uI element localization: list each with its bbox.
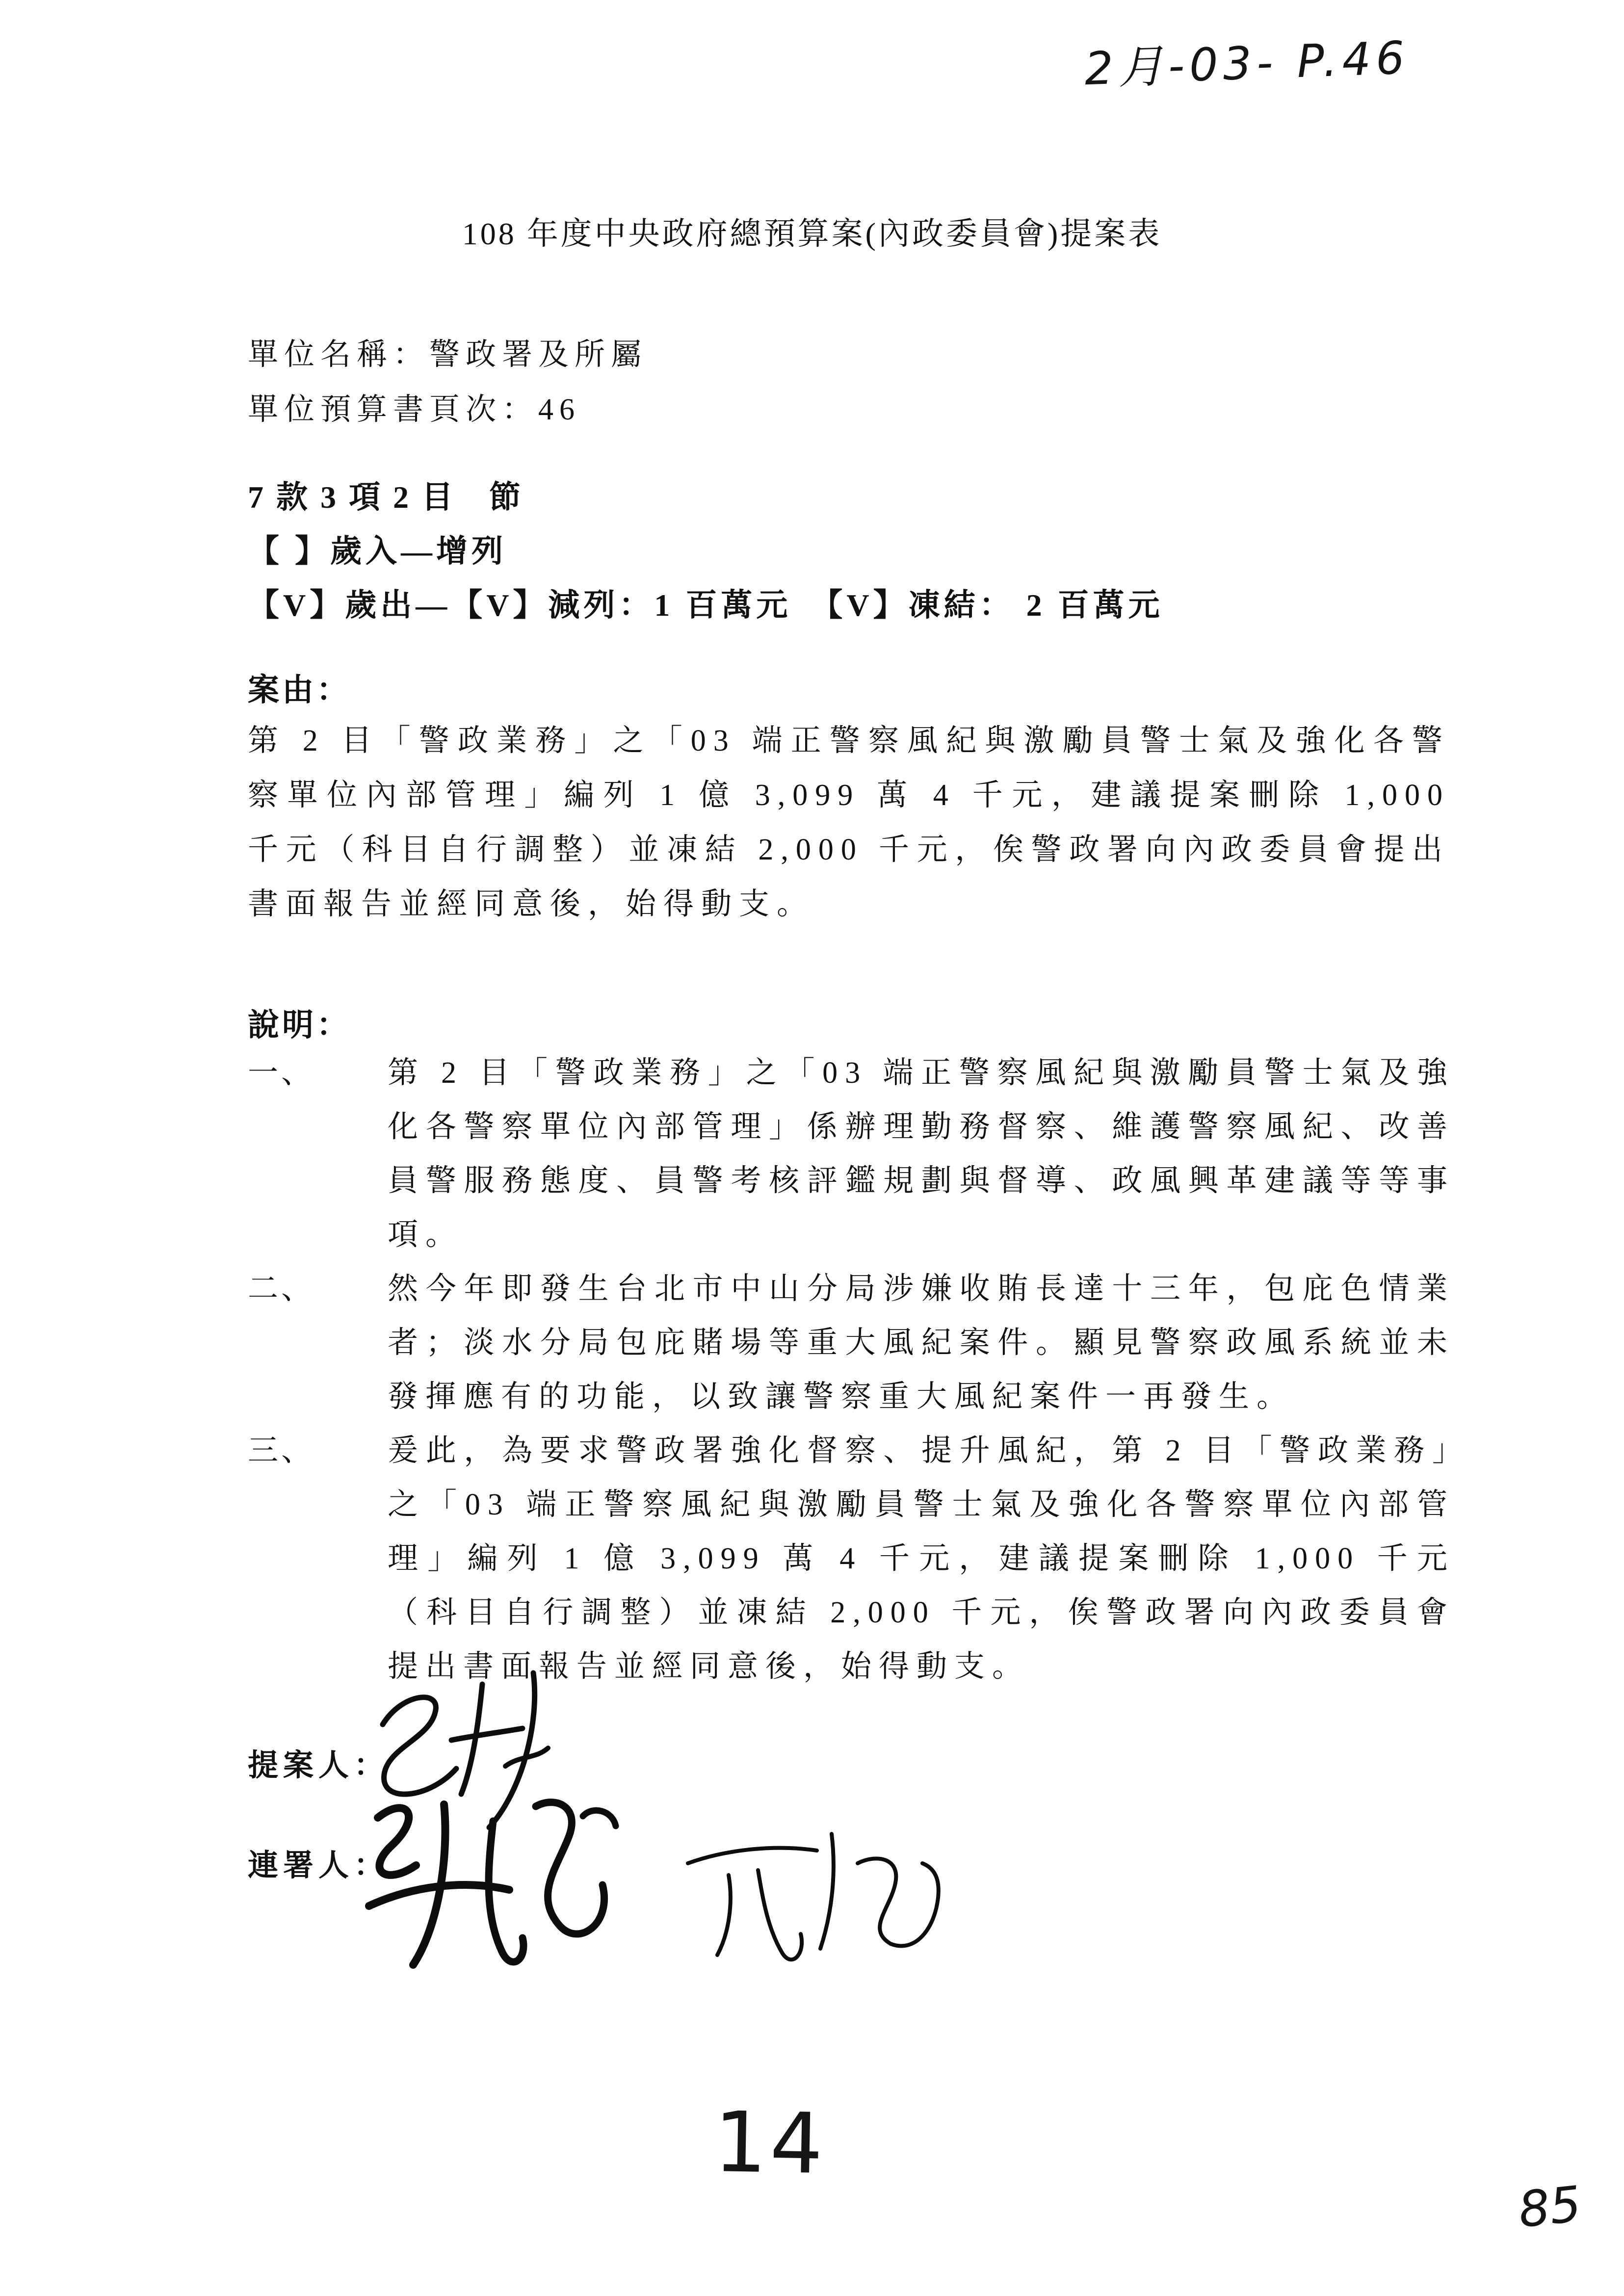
explanation-item-number: 二、 <box>248 1272 315 1305</box>
cosigner-signature-2 <box>667 1805 952 1972</box>
explanation-item-text: 然今年即發生台北市中山分局涉嫌收賄長達十三年，包庇色情業者；淡水分局包庇賭場等重大風紀案件。顯見警察政風系統並未發揮應有的功能，以致讓警察重大風紀案件一再發生。 <box>388 1272 1455 1413</box>
explanation-item-text: 爰此，為要求警政署強化督察、提升風紀，第 2 目「警政業務」之「03 端正警察風紀與激勵員警士氣及強化各警察單位內部管理」編列 1 億 3,099 萬 4 千元，建議提案刪除 1,000 千元（科目自行調整）並凍結 2,000 千元，俟警政署向內政委員會提出書面報告並經同意後，始得動支。 <box>388 1434 1455 1683</box>
explanation-header: 說明： <box>248 1008 351 1043</box>
explanation-item-text: 第 2 目「警政業務」之「03 端正警察風紀與激勵員警士氣及強化各警察單位內部管理」係辦理勤務督察、維護警察風紀、改善員警服務態度、員警考核評鑑規劃與督導、政風興革建議等等事項。 <box>388 1056 1455 1252</box>
explanation-item-3 <box>248 1424 1455 1694</box>
case-subject-header: 案由： <box>248 673 351 707</box>
document-title: 108 年度中央政府總預算案(內政委員會)提案表 <box>462 216 1162 251</box>
cosigner-signature-1 <box>343 1776 648 1987</box>
handwritten-filing-note: 2月-03- P.46 <box>1083 31 1411 96</box>
explanation-item-number: 三、 <box>248 1434 315 1467</box>
proposer-label: 提案人： <box>248 1749 390 1782</box>
explanation-item-1 <box>248 1046 1455 1262</box>
explanation-list <box>248 1046 1455 1694</box>
unit-name-line: 單位名稱：警政署及所屬 <box>248 338 648 371</box>
revenue-checkbox-line: 【 】歲入—增列 <box>248 534 507 569</box>
explanation-item-number: 一、 <box>248 1056 315 1090</box>
unit-budget-page-line: 單位預算書頁次：46 <box>248 393 581 426</box>
cosigner-label: 連署人： <box>248 1849 390 1882</box>
case-subject-body: 第 2 目「警政業務」之「03 端正警察風紀與激勵員警士氣及強化各警察單位內部管理」編列 1 億 3,099 萬 4 千元，建議提案刪除 1,000 千元（科目自行調整）並凍結 2,000 千元，俟警政署向內政委員會提出書面報告並經同意後，始得動支。 <box>248 724 1450 921</box>
handwritten-page-number: 14 <box>713 2094 827 2193</box>
handwritten-corner-number: 85 <box>1516 2175 1584 2239</box>
expenditure-checkbox-line: 【V】歲出—【V】減列：1 百萬元 【V】凍結： 2 百萬元 <box>248 588 1164 623</box>
budget-clause-line: 7 款 3 項 2 目 節 <box>248 480 523 515</box>
explanation-item-2 <box>248 1262 1455 1424</box>
